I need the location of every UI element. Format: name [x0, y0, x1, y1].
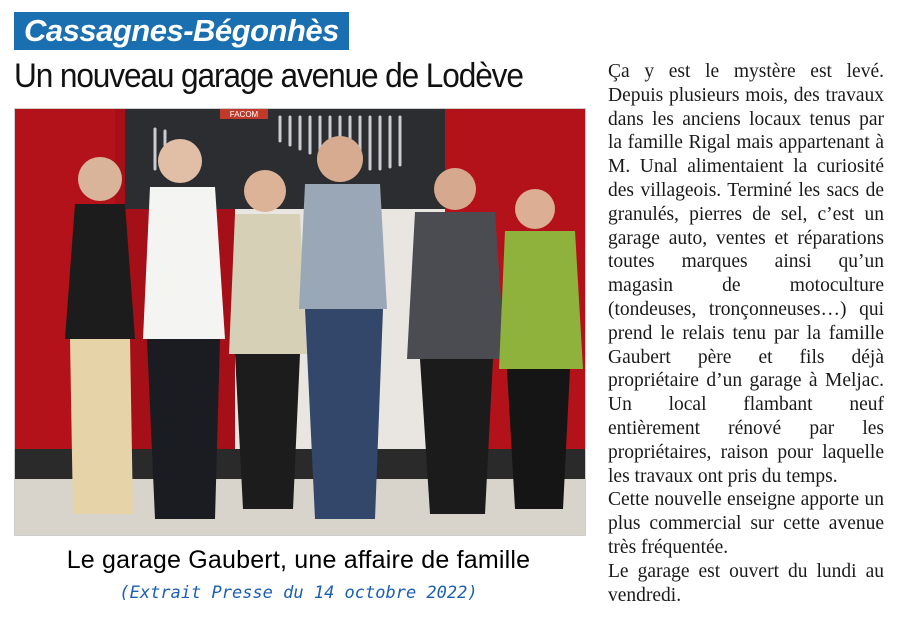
press-source: (Extrait Presse du 14 octobre 2022) — [119, 583, 478, 603]
photo-sign: FACOM — [229, 110, 259, 119]
article-body — [608, 60, 884, 607]
article-headline: Un nouveau garage avenue de Lodève — [14, 57, 523, 95]
article-paragraph: Le garage est ouvert du lundi au vendredi. — [608, 560, 884, 606]
article-photo — [14, 108, 586, 536]
article-paragraph: Cette nouvelle enseigne apporte un plus commercial sur cette avenue très fréquentée. — [608, 489, 884, 558]
photo-caption: Le garage Gaubert, une affaire de famille — [66, 546, 531, 574]
article-kicker: Cassagnes-Bégonhès — [14, 12, 349, 50]
article-paragraph: Ça y est le mystère est levé. Depuis plusieurs mois, des travaux dans les anciens locaux tenus par la famille Rigal mais appartenant à M. Unal alimentaient la curiosité des villageois. Terminé les sacs de granulés, pierres de sel, c’est un garage auto, ventes et réparations toutes marques ainsi qu’un magasin de motoculture (tondeuses, tronçonneuses…) qui prend le relais tenu par la famille Gaubert père et fils déjà propriétaire d’un garage à Meljac. Un local flambant neuf entièrement rénové par les propriétaires, raison pour laquelle les travaux ont pris du temps. — [608, 61, 884, 487]
